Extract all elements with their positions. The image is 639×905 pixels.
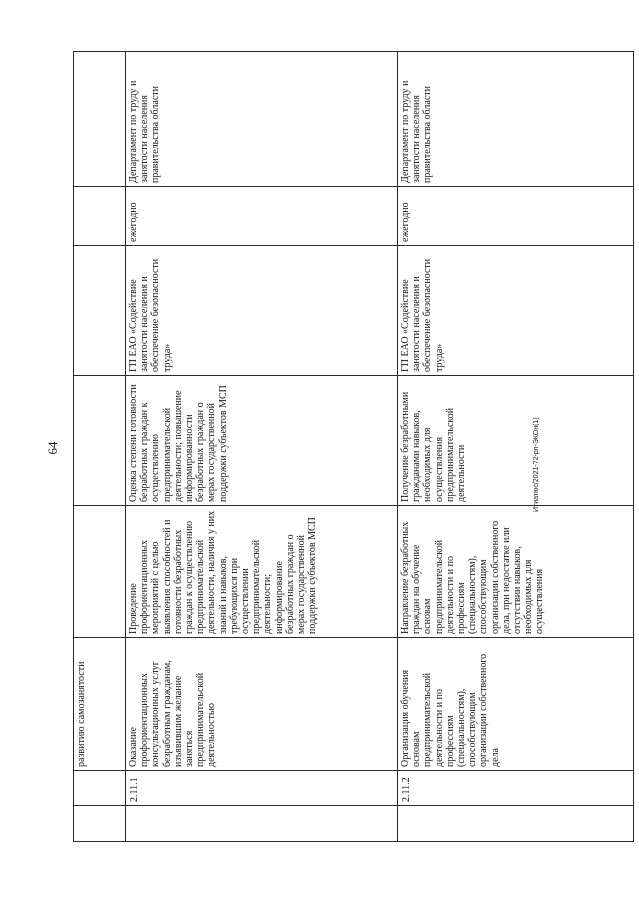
cell-name: Организация обучения основам предпринимательской деятельности и по профессиям (специальностям), способствующим организации собственного дела	[398, 638, 634, 771]
empty-cell	[74, 52, 126, 187]
empty-cell	[74, 187, 126, 246]
cell-content: Проведение профориентационных мероприятий с целью выявления способностей и готовности безработных граждан к осуществлению предпринимательской деятельности, наличия у них знаний и навыков, требующихся при осуществлении предпринимательской деятельности; информирование безработных граждан о мерах государственной поддержки субъектов МСП	[126, 506, 398, 638]
empty-cell	[74, 376, 126, 506]
document-code: Итиатюс/2021-72-рп-ЭКОн(1)	[533, 417, 540, 512]
empty-cell	[74, 506, 126, 638]
empty-cell	[126, 806, 398, 842]
empty-cell	[74, 771, 126, 806]
cell-deadline: ежегодно	[398, 187, 634, 246]
cell-name: Оказание профориентационных консультационных услуг безработным гражданам, изъявившим желание заняться предпринимательской деятельностью	[126, 638, 398, 771]
table-row	[398, 52, 634, 842]
cell-number: 2.11.2	[398, 771, 634, 806]
cell-content: Направление безработных граждан на обучение основам предпринимательской деятельности и по профессиям (специальностям), способствующим организации собственного дела, при недостатке или отсутствии навыков, необходимых для осуществления	[398, 506, 634, 638]
cell-executor: Департамент по труду и занятости населения правительства области	[126, 52, 398, 187]
page-number: 64	[45, 441, 60, 455]
empty-cell	[74, 246, 126, 376]
cell-result: Получение безработными гражданами навыков, необходимых для осуществления предпринимательской деятельности	[398, 376, 634, 506]
cell-program: ГП ЕАО «Содействие занятости населения и обеспечение безопасности труда»	[398, 246, 634, 376]
table-row	[74, 52, 126, 842]
cell-program: ГП ЕАО «Содействие занятости населения и обеспечение безопасности труда»	[126, 246, 398, 376]
cell-executor: Департамент по труду и занятости населения правительства области	[398, 52, 634, 187]
cell-number: 2.11.1	[126, 771, 398, 806]
cell-result: Оценка степени готовности безработных граждан к осуществлению предпринимательской деятельности; повышение информированности безработных граждан о мерах государственной поддержки субъектов МСП	[126, 376, 398, 506]
table-row	[126, 52, 398, 842]
empty-cell	[398, 806, 634, 842]
cell-continuation: развитию самозанятости	[74, 638, 126, 771]
empty-cell	[74, 806, 126, 842]
measures-table	[73, 52, 633, 842]
cell-deadline: ежегодно	[126, 187, 398, 246]
